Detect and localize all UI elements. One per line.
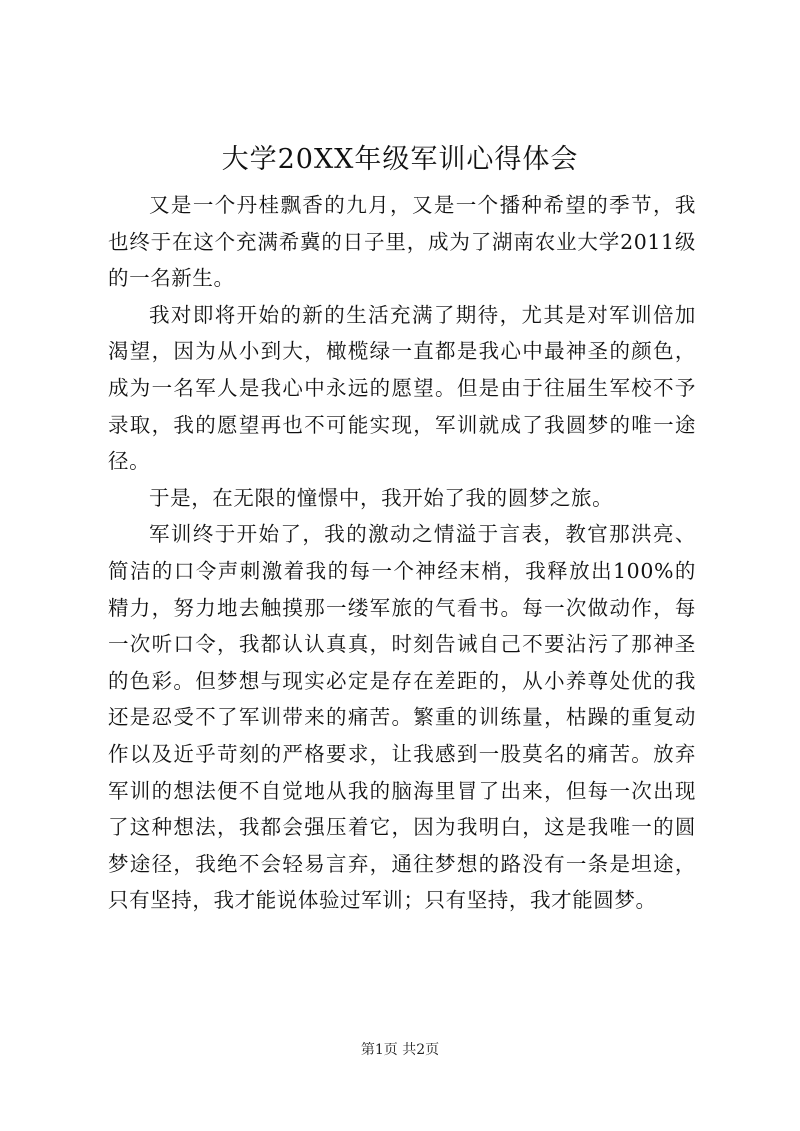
- paragraph: 于是，在无限的憧憬中，我开始了我的圆梦之旅。: [149, 485, 614, 510]
- paragraph: 军训终于开始了，我的激动之情溢于言表，教官那洪亮、简洁的口令声刺激着我的每一个神经末梢，我释放出100%的精力，努力地去触摸那一缕军旅的气看书。每一次做动作，每一次听口令，我都认认真真，时刻告诫自己不要沾污了那神圣的色彩。但梦想与现实必定是存在差距的，从小养尊处优的我还是忍受不了军训带来的痛苦。繁重的训练量，枯躁的重复动作以及近乎苛刻的严格要求，让我感到一股莫名的痛苦。放弃军训的想法便不自觉地从我的脑海里冒了出来，但每一次出现了这种想法，我都会强压着它，因为我明白，这是我唯一的圆梦途径，我绝不会轻易言弃，通往梦想的路没有一条是坦途，只有坚持，我才能说体验过军训；只有坚持，我才能圆梦。: [108, 522, 696, 913]
- page-number-footer: 第1页 共2页: [360, 1042, 440, 1058]
- paragraph: 又是一个丹桂飘香的九月，又是一个播种希望的季节，我也终于在这个充满希冀的日子里，成为了湖南农业大学2011级的一名新生。: [108, 193, 696, 291]
- document-body: [108, 187, 696, 919]
- paragraph: 我对即将开始的新的生活充满了期待，尤其是对军训倍加渴望，因为从小到大，橄榄绿一直都是我心中最神圣的颜色，成为一名军人是我心中永远的愿望。但是由于往届生军校不予录取，我的愿望再也不可能实现，军训就成了我圆梦的唯一途径。: [108, 302, 696, 474]
- document-title: 大学20XX年级军训心得体会: [221, 144, 579, 175]
